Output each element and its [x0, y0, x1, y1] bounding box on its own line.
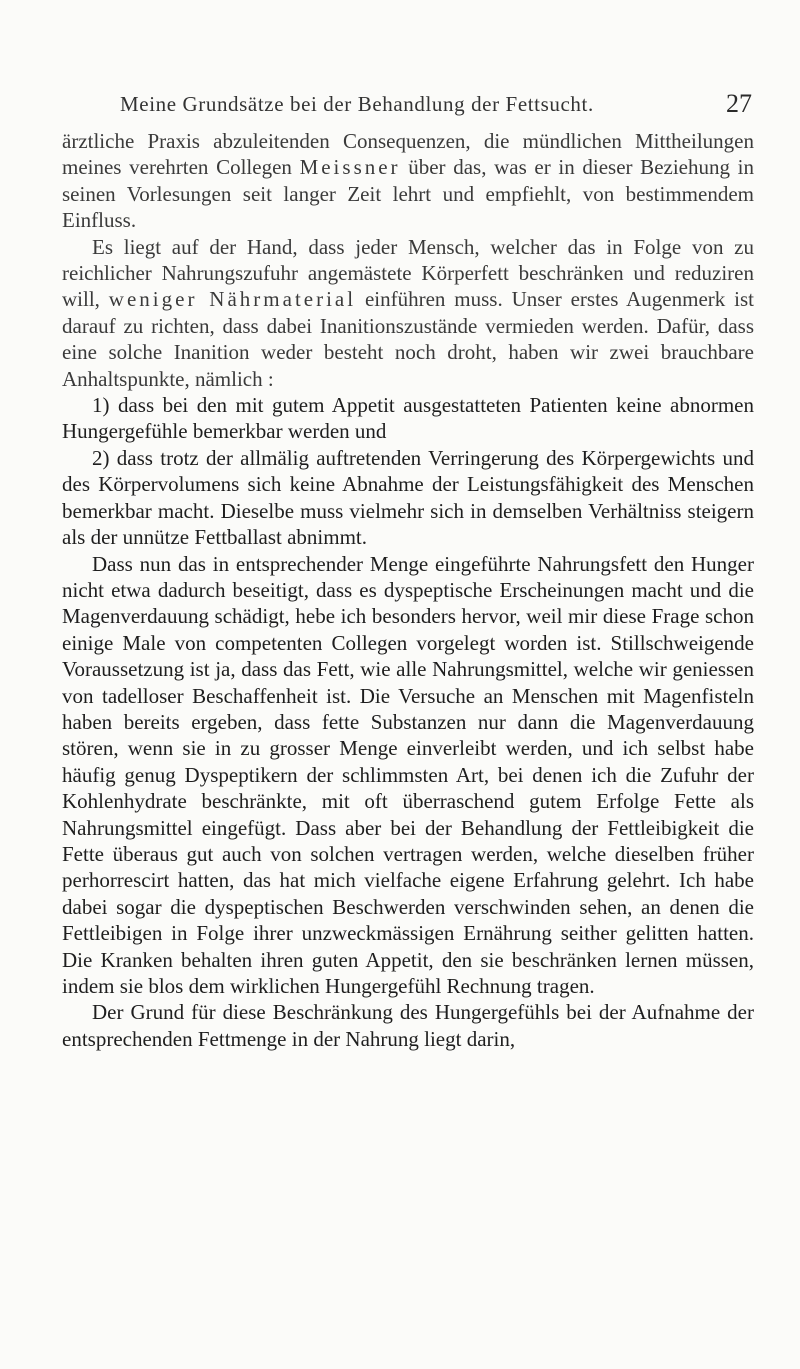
paragraph-1-text-b: über das, was er in dieser Beziehung in seinen Vorlesungen seit langer Zeit lehrt und empfiehlt, von bestimmendem Einfluss.: [62, 155, 754, 233]
paragraph-3-text: Dass nun das in entsprechender Menge eingeführte Nahrungsfett den Hunger nicht etwa dadurch beseitigt, dass es dyspeptische Erscheinungen macht und die Magenverdauung schädigt, hebe ich besonders hervor, weil mir diese Frage schon einige Male von competenten Collegen vorgelegt worden ist. Stillschweigende Voraussetzung ist ja, dass das Fett, wie alle Nahrungsmittel, welche wir geniessen von tadelloser Beschaffenheit ist. Die Versuche an Menschen mit Magenfisteln haben bereits ergeben, dass fette Substanzen nur dann die Magenverdauung stören, wenn sie in zu grosser Menge einverleibt werden, und ich selbst habe häufig genug Dyspeptikern der schlimmsten Art, bei denen ich die Zufuhr der Kohlenhydrate beschränkte, mit oft überraschend gutem Erfolge Fette als Nahrungsmittel eingefügt. Dass aber bei der Behandlung der Fettleibigkeit die Fette überaus gut auch von solchen vertragen werden, welche dieselben früher perhorrescirt hatten, das hat mich vielfache eigene Erfahrung gelehrt. Ich habe dabei sogar die dyspeptischen Beschwerden verschwinden sehen, an denen die Fettleibigen in Folge ihrer unzweckmässigen Ernährung seither gelitten hatten. Die Kranken behalten ihren guten Appetit, den sie beschränken lernen müssen, indem sie blos dem wirklichen Hungergefühl Rechnung tragen.: [62, 551, 754, 998]
paragraph-2-text-a: Es liegt auf der Hand, dass jeder Mensch, welcher das in Folge von zu reichlicher Nahrungszufuhr angemästete Körperfett beschränken und reduziren will,: [62, 234, 754, 312]
paragraph-1-text-a: ärztliche Praxis abzuleitenden Consequenzen, die mündlichen Mittheilungen meines verehrten Collegen: [62, 129, 754, 180]
running-title: Meine Grundsätze bei der Behandlung der Fettsucht.: [120, 92, 594, 116]
paragraph-1: [62, 128, 754, 234]
list-item-2: [62, 445, 754, 551]
running-header: [60, 89, 760, 120]
list-item-1: [62, 392, 754, 445]
list-item-2-text: 2) dass trotz der allmälig auftretenden Verringerung des Körpergewichts und des Körpervolumens sich keine Abnahme der Leistungsfähigkeit des Menschen bemerkbar macht. Dieselbe muss vielmehr sich in demselben Verhältniss steigern als der unnütze Fettballast abnimmt.: [62, 445, 754, 550]
paragraph-2: [62, 234, 754, 392]
body-text: [62, 128, 754, 1052]
page-number: 27: [726, 89, 752, 118]
paragraph-3: [62, 551, 754, 1000]
paragraph-2-text-b: einführen muss. Unser erstes Augenmerk ist darauf zu richten, dass dabei Inanitionszustände vermieden werden. Dafür, dass eine solche Inanition weder besteht noch droht, haben wir zwei brauchbare Anhaltspunkte, nämlich :: [62, 287, 754, 391]
list-item-1-text: 1) dass bei den mit gutem Appetit ausgestatteten Patienten keine abnormen Hungergefühle bemerkbar werden und: [62, 393, 754, 444]
paragraph-4: [62, 999, 754, 1052]
paragraph-4-text: Der Grund für diese Beschränkung des Hungergefühls bei der Aufnahme der entsprechenden Fettmenge in der Nahrung liegt darin,: [62, 1000, 754, 1051]
spaced-emphasis-naehrmaterial: weniger Nährmaterial: [108, 287, 357, 312]
spaced-name-meissner: Meissner: [299, 155, 401, 180]
